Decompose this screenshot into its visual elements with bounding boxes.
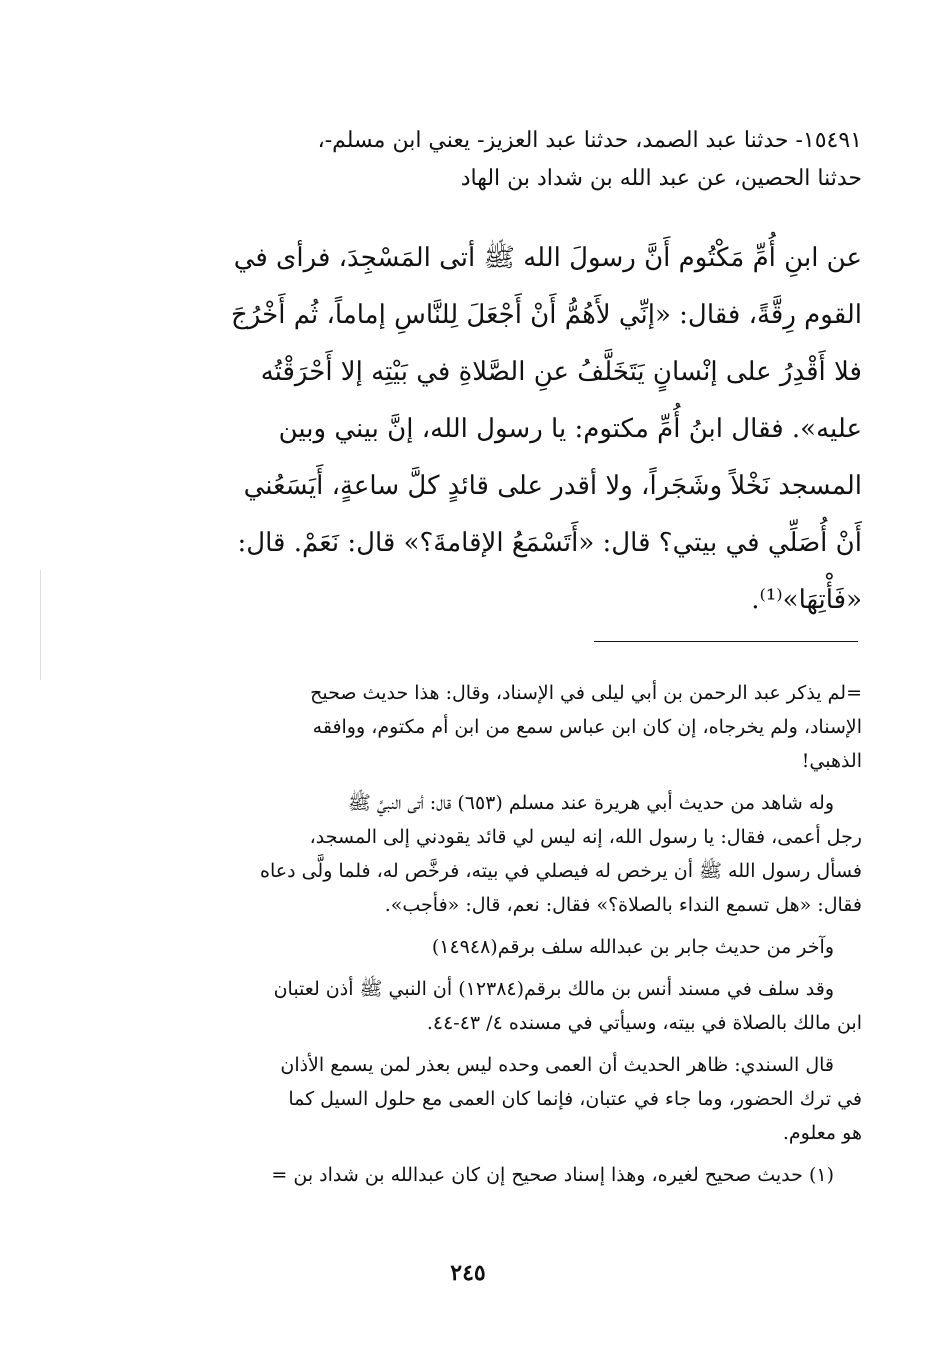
footnotes (150, 676, 862, 1200)
chain-line: ١٥٤٩١- حدثنا عبد الصمد، حدثنا عبد العزيز- يعني ابن مسلم-، (317, 128, 862, 153)
footnote-line: وله شاهد من حديث أبي هريرة عند مسلم (٦٥٣) قال: أتى النبيَّ ﷺ (347, 792, 834, 814)
footnote-line: قال السندي: ظاهر الحديث أن العمى وحده ليس بعذر لمن يسمع الأذان (280, 1054, 834, 1076)
footnote-line: الإسناد، ولم يخرجاه، إن كان ابن عباس سمع من ابن أم مكتوم، ووافقه (312, 716, 862, 738)
footnote-line: الذهبي! (801, 750, 862, 772)
footnote-line: وآخر من حديث جابر بن عبدالله سلف برقم(١٤٩٤٨) (431, 936, 834, 958)
footnote-line: في ترك الحضور، وما جاء في عتبان، فإنما كان العمى مع حلول السيل كما (288, 1088, 862, 1110)
matn-line: «فَأْتِهَا»⁽¹⁾. (751, 585, 862, 615)
scan-edge-mark (40, 570, 41, 680)
footnote-paragraph (150, 786, 862, 922)
footnote-line: رجل أعمى، فقال: يا رسول الله، إنه ليس لي قائد يقودني إلى المسجد، (309, 826, 862, 848)
matn-line: القوم رِقَّةً، فقال: «إنِّي لأَهُمُّ أَنْ أَجْعَلَ لِلنَّاسِ إماماً، ثُم أَخْرُجَ (231, 300, 862, 330)
footnote-paragraph (150, 1158, 862, 1192)
matn-line: فلا أَقْدِرُ على إنْسانٍ يَتَخَلَّفُ عنِ الصَّلاةِ في بَيْتِه إلا أَحْرَقْتُه (260, 357, 862, 387)
hadith-chain (150, 122, 862, 198)
footnote-line: (١) حديث صحيح لغيره، وهذا إسناد صحيح إن كان عبدالله بن شداد بن = (271, 1164, 834, 1186)
footnote-line: وقد سلف في مسند أنس بن مالك برقم(١٢٣٨٤) أن النبي ﷺ أذن لعتبان (273, 978, 834, 1000)
matn-line: المسجد نَخْلاً وشَجَراً، ولا أقدر على قائدٍ كلَّ ساعةٍ، أَيَسَعُني (243, 471, 862, 501)
footnote-line: هو معلوم. (782, 1122, 862, 1144)
footnote-separator (594, 641, 858, 642)
footnote-paragraph (150, 972, 862, 1040)
matn-line: عن ابنِ أُمِّ مَكْتُوم أَنَّ رسولَ الله ﷺ أتى المَسْجِدَ، فرأى في (233, 243, 862, 273)
footnote-paragraph (150, 676, 862, 778)
footnote-line: فقال: «هل تسمع النداء بالصلاة؟» فقال: نعم، قال: «فأجب». (384, 894, 862, 916)
hadith-text (150, 230, 862, 629)
footnote-line: =لم يذكر عبد الرحمن بن أبي ليلى في الإسناد، وقال: هذا حديث صحيح (310, 682, 862, 704)
chain-line: حدثنا الحصين، عن عبد الله بن شداد بن الهاد (460, 166, 862, 191)
footnote-line: فسأل رسول الله ﷺ أن يرخص له فيصلي في بيته، فرخَّص له، فلما ولَّى دعاه (260, 860, 862, 882)
footnote-line: ابن مالك بالصلاة في بيته، وسيأتي في مسنده ٤/ ٤٣-٤٤. (426, 1012, 862, 1034)
footnote-paragraph (150, 1048, 862, 1150)
footnote-paragraph (150, 930, 862, 964)
matn-line: أَنْ أُصَلِّي في بيتي؟ قال: «أَتَسْمَعُ الإقامةَ؟» قال: نَعَمْ. قال: (237, 528, 862, 558)
matn-line: عليه». فقال ابنُ أُمِّ مكتوم: يا رسول الله، إنَّ بيني وبين (278, 414, 862, 444)
page-number: ٢٤٥ (450, 1260, 486, 1286)
